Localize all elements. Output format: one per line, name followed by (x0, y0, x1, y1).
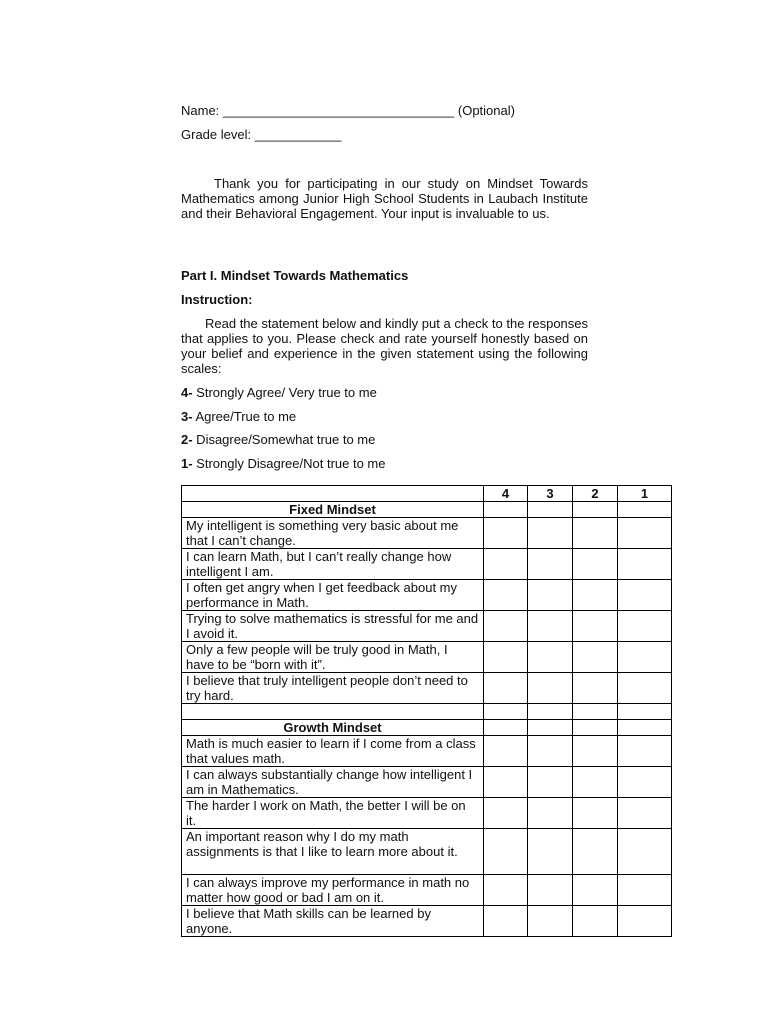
rating-cell-1[interactable] (618, 798, 672, 829)
growth-mindset-title: Growth Mindset (182, 720, 484, 736)
statement-header-cell (182, 486, 484, 502)
rating-cell-3[interactable] (528, 611, 573, 642)
statement-cell: Math is much easier to learn if I come from a class that values math. (182, 736, 484, 767)
rating-cell-2[interactable] (573, 549, 618, 580)
table-row (182, 549, 672, 580)
growth-mindset-section-row (182, 720, 672, 736)
rating-cell-1[interactable] (618, 736, 672, 767)
rating-cell-2[interactable] (573, 580, 618, 611)
table-row (182, 875, 672, 906)
rating-cell-1[interactable] (618, 611, 672, 642)
rating-cell-1[interactable] (618, 580, 672, 611)
part1-title: Part I. Mindset Towards Mathematics (181, 268, 409, 283)
table-row (182, 829, 672, 875)
rating-cell-4[interactable] (484, 798, 528, 829)
scale-label: Disagree/Somewhat true to me (192, 432, 376, 447)
rating-cell-2[interactable] (573, 798, 618, 829)
mindset-rating-table (181, 485, 672, 937)
spacer-row (182, 704, 672, 720)
rating-cell-2[interactable] (573, 642, 618, 673)
statement-cell: The harder I work on Math, the better I will be on it. (182, 798, 484, 829)
scale-item-4 (181, 385, 377, 400)
rating-cell-2[interactable] (573, 906, 618, 937)
rating-cell-4[interactable] (484, 673, 528, 704)
statement-cell: I believe that truly intelligent people don’t need to try hard. (182, 673, 484, 704)
rating-cell-3[interactable] (528, 829, 573, 875)
name-field-line[interactable]: Name: ________________________________ (Optional) (181, 103, 515, 118)
rating-cell-4[interactable] (484, 767, 528, 798)
rating-cell-3[interactable] (528, 642, 573, 673)
table-row (182, 906, 672, 937)
scale-label: Strongly Disagree/Not true to me (192, 456, 386, 471)
rating-cell-4[interactable] (484, 875, 528, 906)
instruction-paragraph (181, 316, 588, 376)
table-header-row (182, 486, 672, 502)
grade-level-field-line[interactable]: Grade level: ____________ (181, 127, 342, 142)
rating-cell-4[interactable] (484, 580, 528, 611)
table-row (182, 611, 672, 642)
rating-cell-1[interactable] (618, 673, 672, 704)
scale-label: Strongly Agree/ Very true to me (192, 385, 377, 400)
rating-cell-2[interactable] (573, 875, 618, 906)
rating-cell-3[interactable] (528, 736, 573, 767)
rating-cell-2[interactable] (573, 611, 618, 642)
statement-cell: Only a few people will be truly good in Math, I have to be “born with it”. (182, 642, 484, 673)
scale-number: 4- (181, 385, 193, 400)
column-header-2: 2 (573, 486, 618, 502)
rating-cell-4[interactable] (484, 611, 528, 642)
scale-number: 3- (181, 409, 193, 424)
statement-cell: I can learn Math, but I can’t really change how intelligent I am. (182, 549, 484, 580)
table-row (182, 673, 672, 704)
table-row (182, 767, 672, 798)
rating-cell-3[interactable] (528, 798, 573, 829)
rating-cell-3[interactable] (528, 906, 573, 937)
scale-number: 1- (181, 456, 193, 471)
column-header-3: 3 (528, 486, 573, 502)
rating-cell-4[interactable] (484, 549, 528, 580)
rating-cell-2[interactable] (573, 673, 618, 704)
scale-label: Agree/True to me (192, 409, 297, 424)
rating-cell-1[interactable] (618, 906, 672, 937)
statement-cell: My intelligent is something very basic about me that I can’t change. (182, 518, 484, 549)
rating-cell-3[interactable] (528, 673, 573, 704)
rating-cell-4[interactable] (484, 518, 528, 549)
statement-cell: I often get angry when I get feedback about my performance in Math. (182, 580, 484, 611)
intro-text: Thank you for participating in our study on Mindset Towards Mathematics among Junior High School Students in Laubach Institute and their Behavioral Engagement. Your input is invaluable to us. (181, 176, 588, 221)
scale-item-1 (181, 456, 385, 471)
rating-cell-2[interactable] (573, 829, 618, 875)
rating-cell-2[interactable] (573, 518, 618, 549)
rating-cell-4[interactable] (484, 736, 528, 767)
rating-cell-1[interactable] (618, 642, 672, 673)
table-row (182, 642, 672, 673)
rating-cell-4[interactable] (484, 829, 528, 875)
rating-cell-3[interactable] (528, 580, 573, 611)
instruction-label: Instruction: (181, 292, 253, 307)
rating-cell-3[interactable] (528, 518, 573, 549)
column-header-4: 4 (484, 486, 528, 502)
table-row (182, 736, 672, 767)
fixed-mindset-section-row (182, 502, 672, 518)
rating-cell-1[interactable] (618, 767, 672, 798)
scale-number: 2- (181, 432, 193, 447)
rating-cell-1[interactable] (618, 549, 672, 580)
rating-cell-4[interactable] (484, 906, 528, 937)
rating-cell-3[interactable] (528, 549, 573, 580)
rating-cell-4[interactable] (484, 642, 528, 673)
statement-cell: Trying to solve mathematics is stressful for me and I avoid it. (182, 611, 484, 642)
rating-cell-3[interactable] (528, 767, 573, 798)
table-row (182, 798, 672, 829)
rating-cell-1[interactable] (618, 829, 672, 875)
table-row (182, 518, 672, 549)
rating-cell-3[interactable] (528, 875, 573, 906)
table-row (182, 580, 672, 611)
rating-cell-1[interactable] (618, 875, 672, 906)
statement-cell: I can always substantially change how intelligent I am in Mathematics. (182, 767, 484, 798)
instruction-text: Read the statement below and kindly put a check to the responses that applies to you. Please check and rate yourself honestly based on your belief and experience in the given statement using the following scales: (181, 316, 589, 376)
statement-cell: An important reason why I do my math assignments is that I like to learn more about it. (182, 829, 484, 875)
statement-cell: I believe that Math skills can be learned by anyone. (182, 906, 484, 937)
column-header-1: 1 (618, 486, 672, 502)
statement-cell: I can always improve my performance in math no matter how good or bad I am on it. (182, 875, 484, 906)
rating-cell-2[interactable] (573, 767, 618, 798)
scale-item-3 (181, 409, 296, 424)
rating-cell-1[interactable] (618, 518, 672, 549)
fixed-mindset-title: Fixed Mindset (182, 502, 484, 518)
scale-item-2 (181, 432, 375, 447)
intro-paragraph (181, 176, 588, 221)
rating-cell-2[interactable] (573, 736, 618, 767)
